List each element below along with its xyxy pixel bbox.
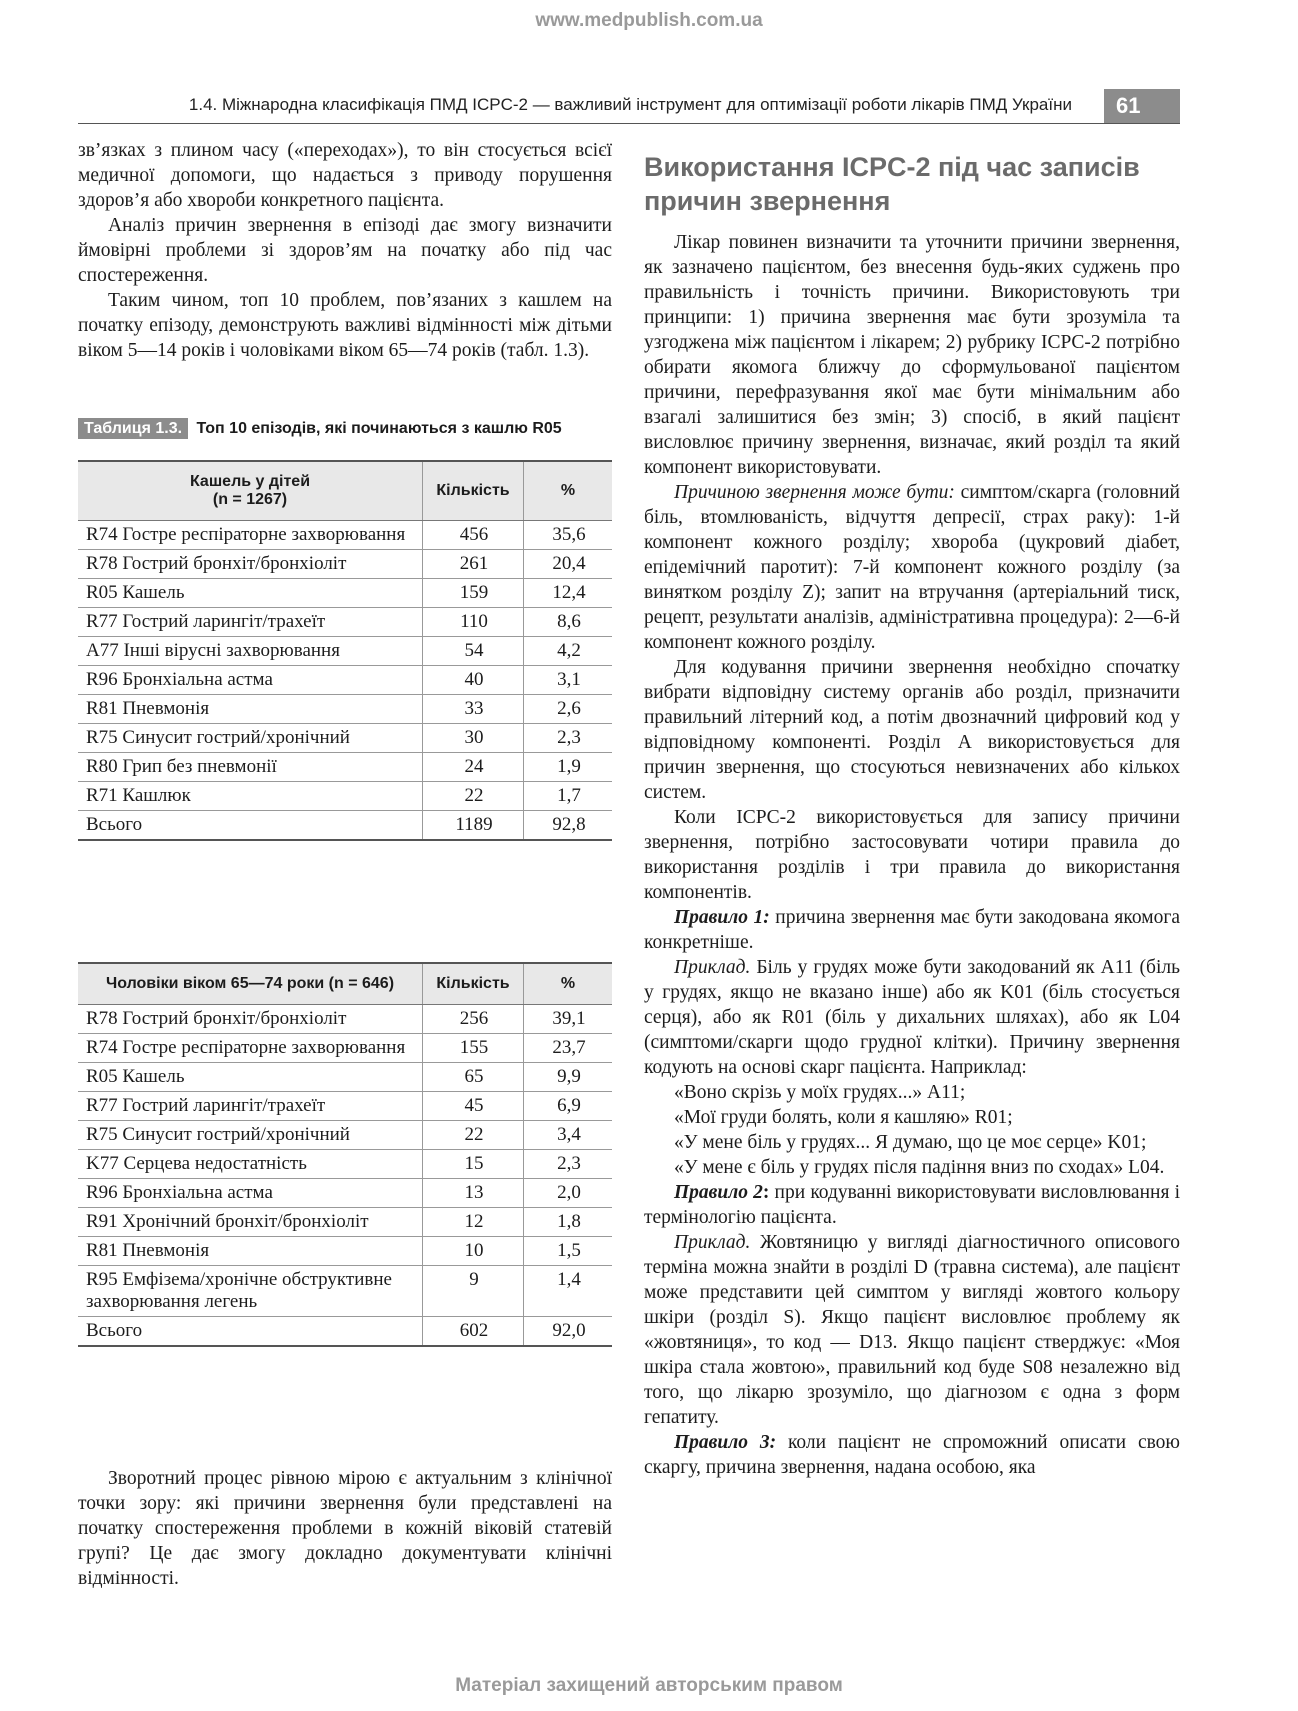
cell-count: 1189: [423, 811, 524, 841]
table-row: [78, 666, 612, 695]
example-label: Приклад.: [674, 1232, 751, 1253]
cell-count: 110: [423, 608, 524, 637]
cell-count: 12: [423, 1208, 524, 1237]
text: симптом/скарга (головний біль, втомлюваність, відчуття депресії, страх раку): 1-й компонент кожного розділу; хвороба (цукровий діабет, епідемічний паротит): 7-й компонент кожного розділу (за винятком розділу Z); запит на втручання (артеріальний тиск, рецепт, результати аналізів, адміністративна процедура): 2—6-й компонент кожного розділу.: [644, 482, 1180, 653]
cell-count: 602: [423, 1317, 524, 1347]
table-row: [78, 695, 612, 724]
cell-count: 15: [423, 1150, 524, 1179]
cell-diagnosis: R81 Пневмонія: [78, 1237, 423, 1266]
cell-count: 40: [423, 666, 524, 695]
cell-percent: 39,1: [524, 1005, 613, 1034]
table-row: [78, 782, 612, 811]
cell-percent: 92,8: [524, 811, 613, 841]
column-header: Кашель у дітей (n = 1267): [78, 461, 423, 521]
cell-percent: 2,3: [524, 1150, 613, 1179]
left-column-bottom: [78, 1466, 612, 1591]
cell-diagnosis: R95 Емфізема/хронічне обструктивне захворювання легень: [78, 1266, 423, 1317]
table-row: [78, 1179, 612, 1208]
table-children-cough: [78, 460, 612, 841]
cell-count: 10: [423, 1237, 524, 1266]
paragraph: Таким чином, топ 10 проблем, пов’язаних з кашлем на початку епізоду, демонструють важливі відмінності між дітьми віком 5—14 років і чоловіками віком 65—74 років (табл. 1.3).: [78, 290, 612, 361]
table-row: [78, 811, 612, 841]
rule-3: [644, 1430, 1180, 1480]
rule-colon: :: [762, 1182, 770, 1203]
cell-count: 456: [423, 521, 524, 550]
cell-percent: 23,7: [524, 1034, 613, 1063]
cell-percent: 1,7: [524, 782, 613, 811]
right-column: [644, 150, 1180, 1480]
cell-count: 33: [423, 695, 524, 724]
page-number: 61: [1104, 89, 1180, 123]
rule-label: Правило 3:: [674, 1432, 777, 1453]
cell-diagnosis: R80 Грип без пневмонії: [78, 753, 423, 782]
column-header: Чоловіки віком 65—74 роки (n = 646): [78, 963, 423, 1005]
text: при кодуванні використовувати висловлювання і термінологію пацієнта.: [644, 1182, 1180, 1228]
table-row: [78, 1237, 612, 1266]
cell-percent: 2,6: [524, 695, 613, 724]
quote: «Мої груди болять, коли я кашляю» R01;: [674, 1107, 1013, 1128]
paragraph: Коли ICPC-2 використовується для запису причини звернення, потрібно застосовувати чотири правила до використання розділів і три правила до використання компонентів.: [644, 807, 1180, 903]
cell-diagnosis: R74 Гостре респіраторне захворювання: [78, 1034, 423, 1063]
table-row: [78, 1063, 612, 1092]
cell-percent: 1,5: [524, 1237, 613, 1266]
cell-count: 22: [423, 1121, 524, 1150]
cell-count: 9: [423, 1266, 524, 1317]
cell-percent: 35,6: [524, 521, 613, 550]
cell-diagnosis: A77 Інші вірусні захворювання: [78, 637, 423, 666]
quote: «У мене є біль у грудях після падіння вниз по сходах» L04.: [674, 1157, 1165, 1178]
cell-diagnosis: R05 Кашель: [78, 579, 423, 608]
cell-percent: 6,9: [524, 1092, 613, 1121]
cell-percent: 9,9: [524, 1063, 613, 1092]
running-head-title: 1.4. Міжнародна класифікація ПМД ICPC-2 — важливий інструмент для оптимізації роботи лікарів ПМД України: [188, 95, 1072, 114]
left-column-top: [78, 138, 612, 363]
table-caption-title: Топ 10 епізодів, які починаються з кашлю R05: [196, 420, 562, 437]
running-head: [78, 89, 1180, 124]
rule-label: Правило 2: [674, 1182, 763, 1203]
cell-diagnosis: R77 Гострий ларингіт/трахеїт: [78, 1092, 423, 1121]
cell-diagnosis: R71 Кашлюк: [78, 782, 423, 811]
cell-diagnosis: R05 Кашель: [78, 1063, 423, 1092]
table-row: [78, 579, 612, 608]
table-row: [78, 637, 612, 666]
cell-percent: 3,4: [524, 1121, 613, 1150]
emphasis: Причиною звернення може бути:: [674, 482, 955, 503]
cell-count: 256: [423, 1005, 524, 1034]
copyright-footer: Матеріал захищений авторським правом: [455, 1675, 843, 1696]
section-heading: Використання ICPC-2 під час записів причин звернення: [644, 152, 1140, 216]
rule-1: [644, 905, 1180, 955]
column-header: %: [524, 963, 613, 1005]
rule-2: [644, 1180, 1180, 1230]
cell-percent: 1,8: [524, 1208, 613, 1237]
paragraph: зв’язках з плином часу («переходах»), то він стосується всієї медичної допомоги, що надається з приводу порушення здоров’я або хвороби конкретного пацієнта.: [78, 140, 612, 211]
table-row: [78, 753, 612, 782]
cell-diagnosis: R96 Бронхіальна астма: [78, 666, 423, 695]
cell-count: 30: [423, 724, 524, 753]
watermark-url: www.medpublish.com.ua: [535, 10, 763, 31]
table-caption: [78, 420, 612, 438]
paragraph: Зворотний процес рівною мірою є актуальним з клінічної точки зору: які причини звернення були представлені на початку спостереження проблеми в кожній віковій статевій групі? Це дає змогу докладно документувати клінічні відмінності.: [78, 1468, 612, 1589]
paragraph: Аналіз причин звернення в епізоді дає змогу визначити ймовірні проблеми зі здоров’ям на початку або під час спостереження.: [78, 215, 612, 286]
quote: «У мене біль у грудях... Я думаю, що це моє серце» K01;: [674, 1132, 1147, 1153]
cell-count: 13: [423, 1179, 524, 1208]
table-row: [78, 521, 612, 550]
cell-count: 22: [423, 782, 524, 811]
cell-percent: 1,4: [524, 1266, 613, 1317]
table-row: [78, 1005, 612, 1034]
table-row: [78, 1266, 612, 1317]
cell-diagnosis: K77 Серцева недостатність: [78, 1150, 423, 1179]
cell-diagnosis: R75 Синусит гострий/хронічний: [78, 724, 423, 753]
cell-percent: 8,6: [524, 608, 613, 637]
cell-diagnosis: R75 Синусит гострий/хронічний: [78, 1121, 423, 1150]
table-row: [78, 1208, 612, 1237]
cell-percent: 4,2: [524, 637, 613, 666]
cell-percent: 92,0: [524, 1317, 613, 1347]
text: причина звернення має бути закодована якомога конкретніше.: [644, 907, 1180, 953]
cell-percent: 20,4: [524, 550, 613, 579]
cell-count: 65: [423, 1063, 524, 1092]
text: Біль у грудях може бути закодований як A11 (біль у грудях, якщо не вказано інше) або як K01 (біль стосується серця), або як R01 (біль у дихальних шляхах), або як L04 (симптоми/скарги щодо грудної клітки). Причину звернення кодують на основі скарг пацієнта. Наприклад:: [644, 957, 1180, 1078]
cell-count: 45: [423, 1092, 524, 1121]
cell-percent: 12,4: [524, 579, 613, 608]
paragraph: Лікар повинен визначити та уточнити причини звернення, як зазначено пацієнтом, без внесення будь-яких суджень про правильність і точність причини. Використовують три принципи: 1) причина звернення має бути зрозуміла та узгоджена між пацієнтом і лікарем; 2) рубрику ICPC-2 потрібно обирати якомога ближчу до сформульованої пацієнтом причини, перефразування якої має бути мінімальним або взагалі залишитися без змін; 3) спосіб, в який пацієнт висловлює причину звернення, визначає, який розділ та який компонент використовувати.: [644, 232, 1180, 478]
cell-percent: 2,0: [524, 1179, 613, 1208]
cell-diagnosis: Всього: [78, 1317, 423, 1347]
table-row: [78, 1034, 612, 1063]
table-row: [78, 1150, 612, 1179]
cell-diagnosis: Всього: [78, 811, 423, 841]
example-2: [644, 1230, 1180, 1430]
table-row: [78, 608, 612, 637]
cell-diagnosis: R81 Пневмонія: [78, 695, 423, 724]
rule-label: Правило 1:: [674, 907, 770, 928]
cell-diagnosis: R77 Гострий ларингіт/трахеїт: [78, 608, 423, 637]
text: коли пацієнт не спроможний описати свою скаргу, причина звернення, надана особою, яка: [644, 1432, 1180, 1478]
cell-count: 155: [423, 1034, 524, 1063]
table-caption-label: Таблиця 1.3.: [78, 418, 188, 439]
paragraph: [644, 480, 1180, 655]
cell-diagnosis: R78 Гострий бронхіт/бронхіоліт: [78, 550, 423, 579]
cell-percent: 1,9: [524, 753, 613, 782]
column-header: Кількість: [423, 963, 524, 1005]
cell-diagnosis: R74 Гостре респіраторне захворювання: [78, 521, 423, 550]
example-label: Приклад.: [674, 957, 751, 978]
table-men-65-74: [78, 962, 612, 1347]
table-row: [78, 1317, 612, 1347]
paragraph: Для кодування причини звернення необхідно спочатку вибрати відповідну систему органів або розділ, призначити правильний літерний код, а потім двозначний цифровий код у відповідному компоненті. Розділ A використовується для причин звернення, що стосуються невизначених або кількох систем.: [644, 657, 1180, 803]
column-header: %: [524, 461, 613, 521]
cell-percent: 3,1: [524, 666, 613, 695]
quote: «Воно скрізь у моїх грудях...» A11;: [674, 1082, 966, 1103]
table-row: [78, 1092, 612, 1121]
text: Жовтяницю у вигляді діагностичного описового терміна можна знайти в розділі D (травна система), але пацієнт може представити цей симптом у вигляді жовтого кольору шкіри (розділ S). Якщо пацієнт висловлює проблему як «жовтяниця», то код — D13. Якщо пацієнт стверджує: «Моя шкіра стала жовтою», правильний код буде S08 незалежно від того, що лікарю зрозуміло, що діагнозом є одна з форм гепатиту.: [644, 1232, 1180, 1428]
cell-diagnosis: R78 Гострий бронхіт/бронхіоліт: [78, 1005, 423, 1034]
cell-count: 159: [423, 579, 524, 608]
example-1: [644, 955, 1180, 1080]
table-row: [78, 724, 612, 753]
cell-diagnosis: R91 Хронічний бронхіт/бронхіоліт: [78, 1208, 423, 1237]
cell-diagnosis: R96 Бронхіальна астма: [78, 1179, 423, 1208]
table-row: [78, 1121, 612, 1150]
cell-count: 54: [423, 637, 524, 666]
cell-count: 24: [423, 753, 524, 782]
cell-percent: 2,3: [524, 724, 613, 753]
column-header: Кількість: [423, 461, 524, 521]
table-row: [78, 550, 612, 579]
cell-count: 261: [423, 550, 524, 579]
